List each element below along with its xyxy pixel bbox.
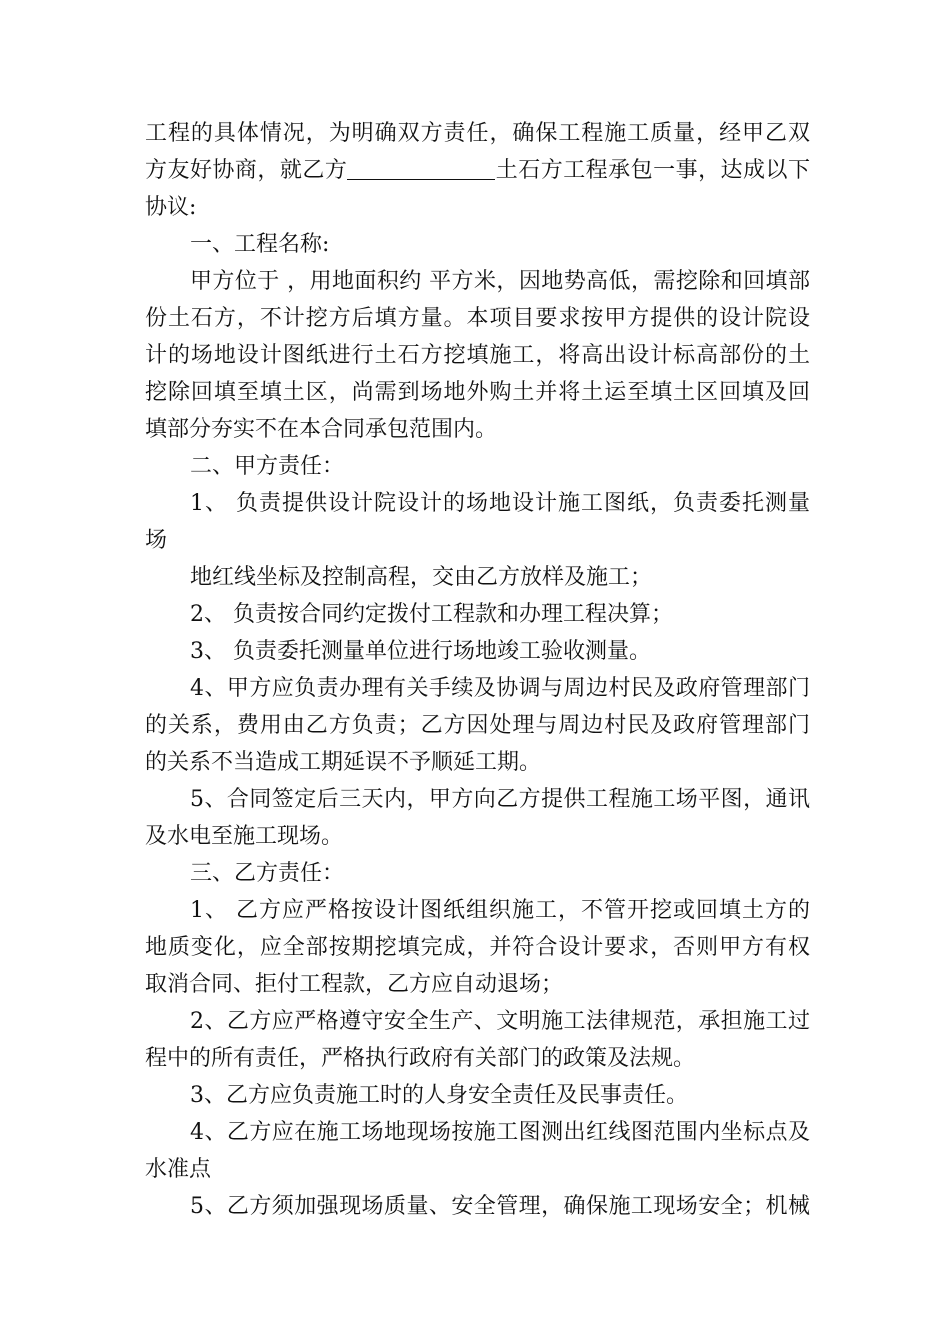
paragraph-line: 地红线坐标及控制高程，交由乙方放样及施工；: [190, 565, 653, 590]
paragraph-line: 的关系，费用由乙方负责；乙方因处理与周边村民及政府管理部门: [145, 713, 810, 738]
paragraph-line: 4、甲方应负责办理有关手续及协调与周边村民及政府管理部门: [190, 676, 810, 701]
paragraph-line: 1、 负责提供设计院设计的场地设计施工图纸，负责委托测量: [190, 491, 810, 516]
paragraph-line: 份土石方，不计挖方后填方量。本项目要求按甲方提供的设计院设: [145, 306, 810, 331]
paragraph-line: 挖除回填至填土区，尚需到场地外购土并将土运至填土区回填及回: [145, 380, 810, 405]
line-text-before-blank: 方友好协商，就乙方: [145, 158, 348, 183]
paragraph-line: 水准点: [145, 1157, 212, 1182]
paragraph-line: 1、 乙方应严格按设计图纸组织施工，不管开挖或回填土方的: [190, 898, 810, 923]
paragraph-line: 填部分夯实不在本合同承包范围内。: [145, 417, 498, 442]
paragraph-line: 计的场地设计图纸进行土石方挖填施工，将高出设计标高部份的土: [145, 343, 810, 368]
fill-in-blank: [347, 157, 495, 180]
paragraph-line: 2、 负责按合同约定拨付工程款和办理工程决算；: [190, 602, 673, 627]
paragraph-line: 场: [145, 528, 168, 553]
paragraph-line: 2、乙方应严格遵守安全生产、文明施工法律规范，承担施工过: [190, 1009, 810, 1034]
paragraph-line: 取消合同、拒付工程款，乙方应自动退场；: [145, 972, 564, 997]
paragraph-line: 及水电至施工现场。: [145, 824, 344, 849]
document-body: [145, 115, 810, 1225]
paragraph-line: 5、合同签定后三天内，甲方向乙方提供工程施工场平图，通讯: [190, 787, 810, 812]
paragraph-line: 二、甲方责任：: [190, 454, 345, 479]
paragraph-line: 一、工程名称:: [190, 232, 330, 257]
paragraph-line: 甲方位于 ，用地面积约 平方米，因地势高低，需挖除和回填部: [190, 269, 810, 294]
paragraph-line: [145, 152, 810, 189]
paragraph-line: 地质变化，应全部按期挖填完成，并符合设计要求，否则甲方有权: [145, 935, 810, 960]
paragraph-line: 3、乙方应负责施工时的人身安全责任及民事责任。: [190, 1083, 688, 1108]
paragraph-line: 协议:: [145, 195, 197, 220]
paragraph-line: 4、乙方应在施工场地现场按施工图测出红线图范围内坐标点及: [190, 1120, 810, 1145]
line-text-after-blank: 土石方工程承包一事，达成以下: [495, 158, 810, 183]
paragraph-line: 三、乙方责任：: [190, 861, 345, 886]
paragraph-line: 程中的所有责任，严格执行政府有关部门的政策及法规。: [145, 1046, 696, 1071]
paragraph-line: 工程的具体情况，为明确双方责任，确保工程施工质量，经甲乙双: [145, 121, 810, 146]
paragraph-line: 的关系不当造成工期延误不予顺延工期。: [145, 750, 542, 775]
paragraph-line: 5、乙方须加强现场质量、安全管理，确保施工现场安全；机械: [190, 1194, 810, 1219]
paragraph-line: 3、 负责委托测量单位进行场地竣工验收测量。: [190, 639, 651, 664]
